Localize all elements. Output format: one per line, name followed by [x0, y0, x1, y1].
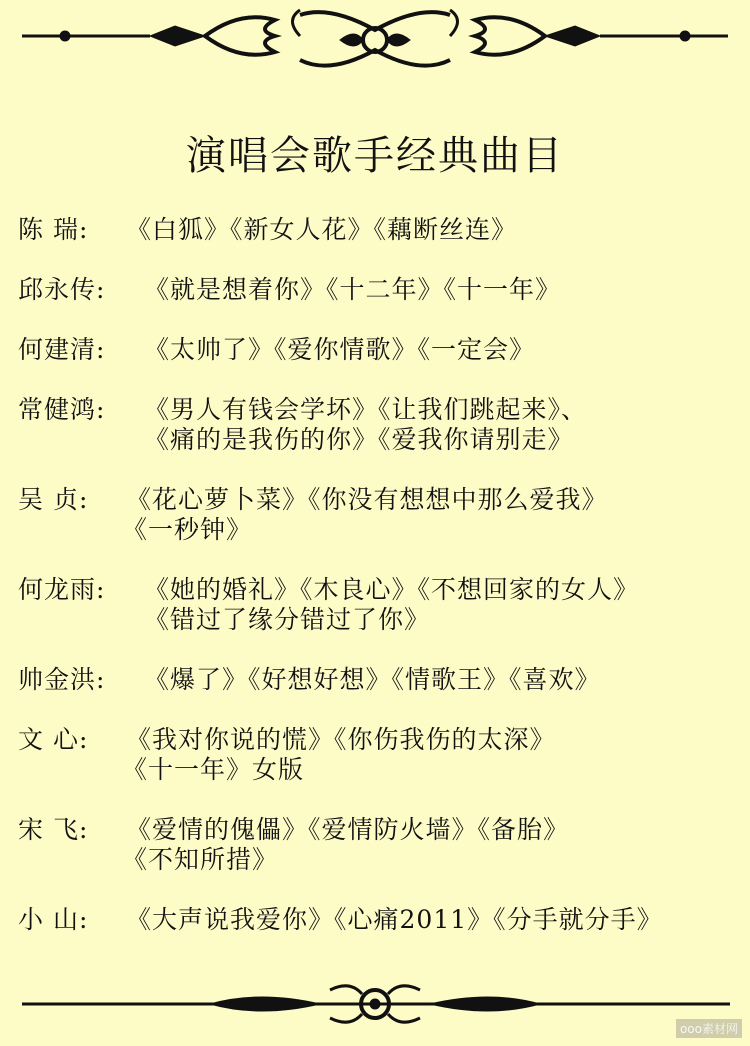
list-item: [18, 665, 744, 695]
singer-name: 何龙雨:: [18, 575, 106, 604]
list-item: [18, 815, 744, 875]
list-item: [18, 275, 744, 305]
list-item: [18, 485, 744, 545]
song-line: 《不知所措》: [122, 845, 279, 874]
song-line: 《花心萝卜菜》《你没有想想中那么爱我》: [126, 485, 608, 514]
bottom-ornament: [0, 972, 750, 1042]
list-item: [18, 215, 744, 245]
list-item: [18, 575, 744, 635]
singer-name: 何建清:: [18, 335, 106, 364]
list-item: [18, 395, 744, 455]
song-line: 《就是想着你》《十二年》《十一年》: [144, 275, 562, 304]
song-line: 《大声说我爱你》《心痛2011》《分手就分手》: [126, 905, 663, 934]
song-line: 《白狐》《新女人花》《藕断丝连》: [126, 215, 518, 244]
song-line: 《太帅了》《爱你情歌》《一定会》: [144, 335, 536, 364]
singer-name: 吴 贞:: [18, 485, 89, 514]
singer-name: 邱永传:: [18, 275, 106, 304]
singer-name: 文 心:: [18, 725, 89, 754]
song-line: 《爱情的傀儡》《爱情防火墙》《备胎》: [126, 815, 570, 844]
song-line: 《痛的是我伤的你》《爱我你请别走》: [144, 425, 574, 454]
song-line: 《错过了缘分错过了你》: [144, 605, 431, 634]
singer-name: 小 山:: [18, 905, 89, 934]
song-line: 《一秒钟》: [122, 515, 253, 544]
song-line: 《十一年》女版: [122, 755, 305, 784]
singer-name: 陈 瑞:: [18, 215, 89, 244]
singer-name: 常健鸿:: [18, 395, 106, 424]
song-line: 《我对你说的慌》《你伤我伤的太深》: [126, 725, 556, 754]
song-line: 《她的婚礼》《木良心》《不想回家的女人》: [144, 575, 640, 604]
singer-name: 宋 飞:: [18, 815, 89, 844]
list-item: [18, 905, 744, 935]
top-ornament: [0, 0, 750, 85]
song-line: 《男人有钱会学坏》《让我们跳起来》、: [144, 395, 588, 424]
list-item: [18, 335, 744, 365]
page-title: 演唱会歌手经典曲目: [186, 133, 564, 179]
singer-name: 帅金洪:: [18, 665, 106, 694]
watermark: ooo素材网: [676, 1019, 742, 1038]
song-line: 《爆了》《好想好想》《情歌王》《喜欢》: [144, 665, 601, 694]
list-item: [18, 725, 744, 785]
song-list: [18, 215, 744, 935]
